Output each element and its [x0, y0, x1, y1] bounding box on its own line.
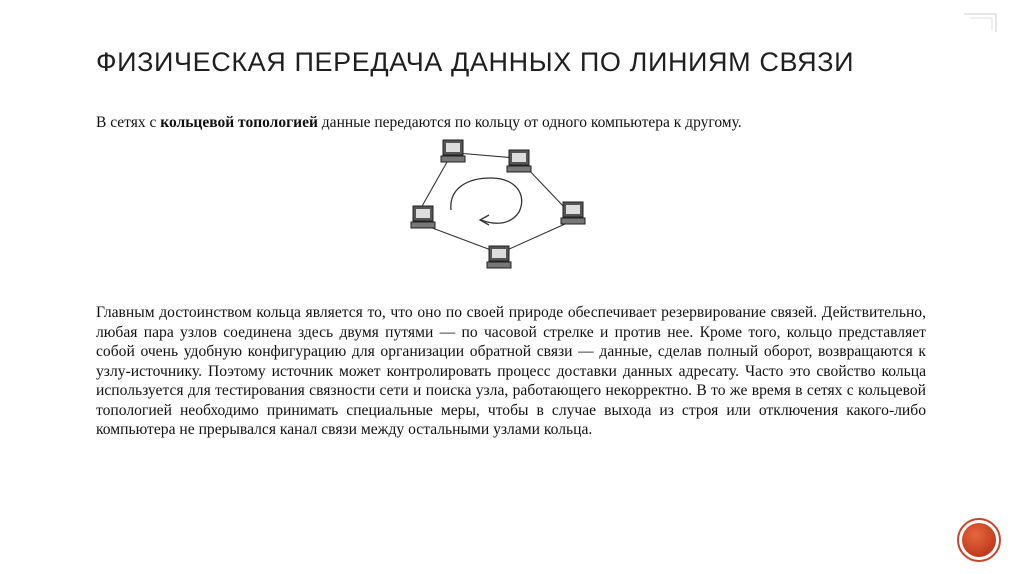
computer-icon — [411, 206, 435, 228]
intro-text-after: данные передаются по кольцу от одного компьютера к другому. — [317, 114, 742, 131]
computer-icon — [441, 140, 465, 162]
next-slide-button[interactable] — [957, 518, 1001, 562]
page-title: ФИЗИЧЕСКАЯ ПЕРЕДАЧА ДАННЫХ ПО ЛИНИЯМ СВЯЗИ — [96, 47, 855, 77]
computer-icon — [561, 202, 585, 224]
computer-icon — [507, 150, 531, 172]
ring-links — [421, 153, 565, 250]
ring-topology-diagram — [405, 138, 590, 278]
computer-icon — [487, 246, 511, 268]
next-button-circle-icon — [962, 523, 996, 557]
body-paragraph: Главным достоинством кольца является то, что оно по своей природе обеспечивает резервирование связей. Действительно, любая пара узлов соединена здесь двумя путями — по часовой стрелке и против нее. Кроме того, кольцо представляет собой очень удобную конфигурацию для организации обратной связи — данные, сделав полный оборот, возвращаются к узлу-источнику. Поэтому источник может контролировать процесс доставки данных адресату. Часто это свойство кольца используется для тестирования связности сети и поиска узла, работающего некорректно. В то же время в сетях с кольцевой топологией необходимо принимать специальные меры, чтобы в случае выхода из строя или отключения какого-либо компьютера не прерывался канал связи между остальными узлами кольца. — [96, 304, 926, 438]
intro-text-bold: кольцевой топологией — [160, 114, 318, 131]
corner-decoration-icon — [962, 10, 1002, 36]
intro-paragraph — [96, 113, 936, 133]
intro-text-before: В сетях с — [96, 114, 161, 131]
